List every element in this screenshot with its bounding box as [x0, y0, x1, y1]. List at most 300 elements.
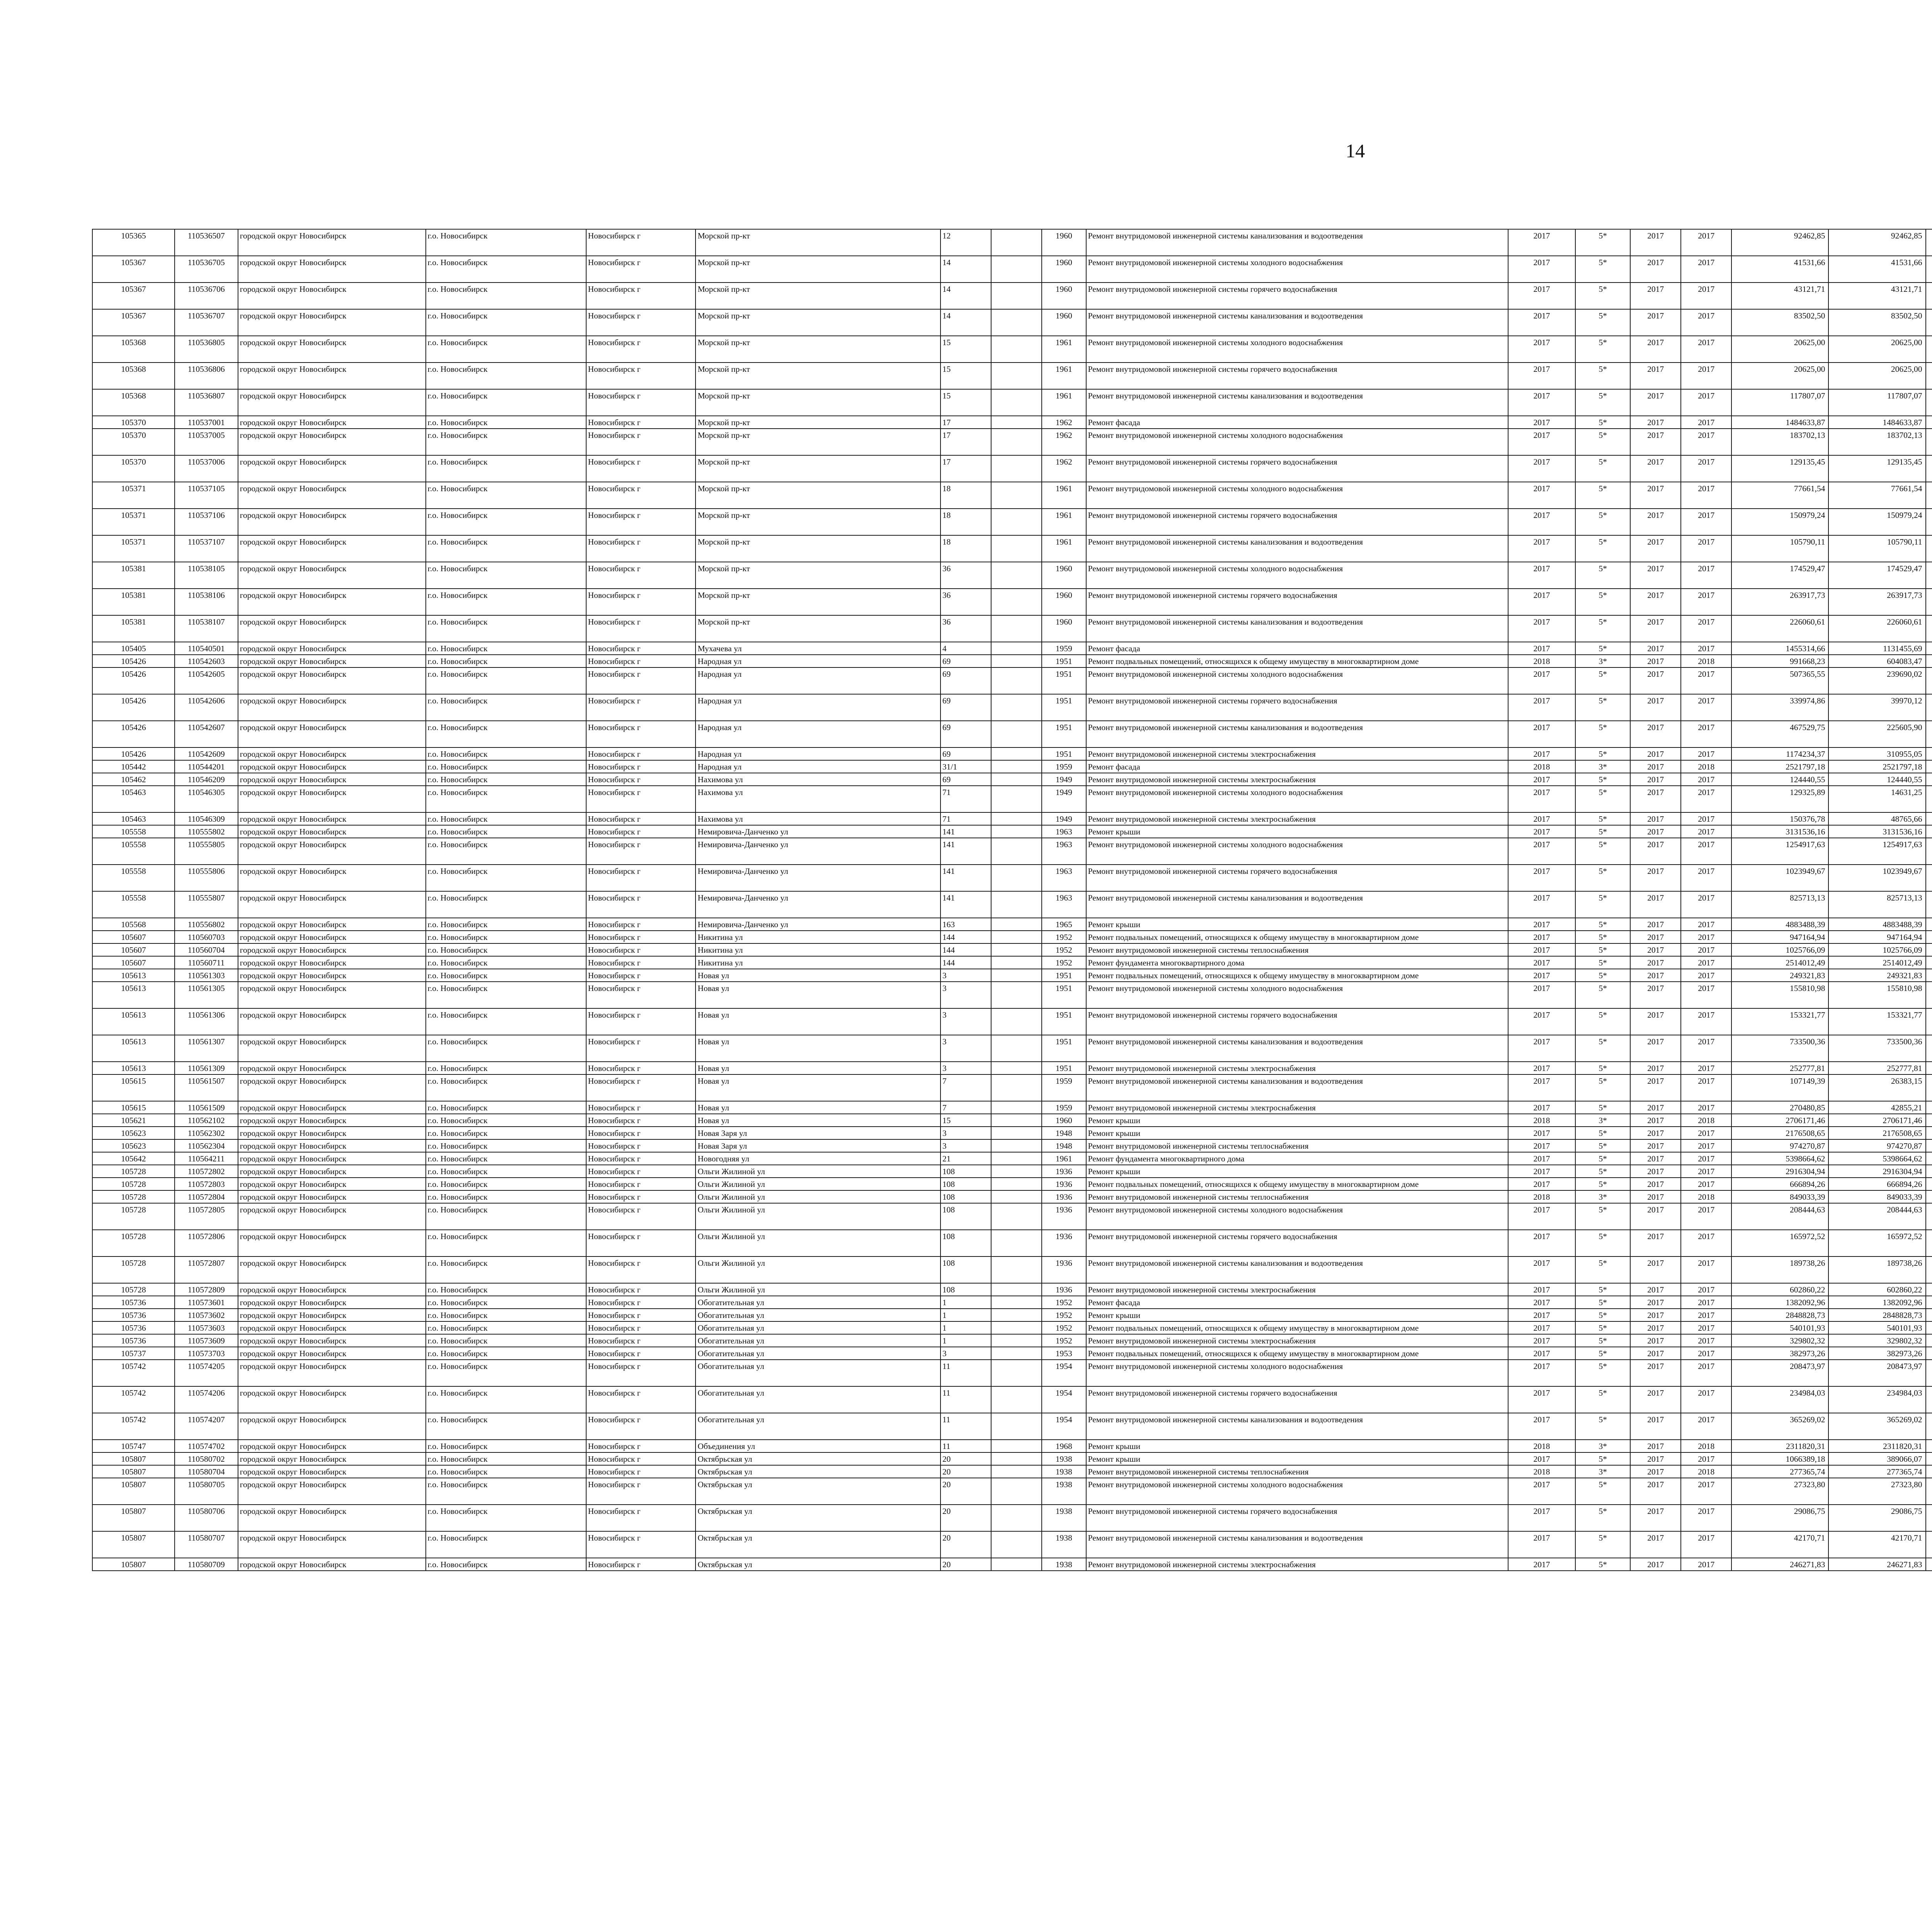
cell-street: Ольги Жилиной ул — [696, 1190, 940, 1203]
cell-building — [991, 642, 1042, 655]
cell-cost-fund: 117807,07 — [1828, 389, 1925, 416]
cell-cost-fund: 849033,39 — [1828, 1190, 1925, 1203]
cell-total-cost: 77661,54 — [1731, 482, 1828, 509]
cell-municipal-unit: г.о. Новосибирск — [426, 1283, 586, 1296]
cell-cost-1 — [1926, 918, 1932, 931]
cell-settlement: Новосибирск г — [586, 1114, 696, 1127]
cell-settlement: Новосибирск г — [586, 1230, 696, 1256]
cell-municipal-unit: г.о. Новосибирск — [426, 969, 586, 982]
cell-house-number: 11 — [940, 1440, 991, 1452]
cell-work-type: Ремонт внутридомовой инженерной системы холодного водоснабжения — [1086, 982, 1508, 1008]
cell-year-built: 1952 — [1042, 1296, 1086, 1309]
cell-settlement: Новосибирск г — [586, 229, 696, 256]
cell-municipal-unit: г.о. Новосибирск — [426, 535, 586, 562]
cell-start-year: 2017 — [1630, 1283, 1681, 1296]
cell-start-year: 2017 — [1630, 1360, 1681, 1386]
cell-work-type: Ремонт фундамента многоквартирного дома — [1086, 956, 1508, 969]
cell-total-cost: 3131536,16 — [1731, 825, 1828, 838]
cell-building — [991, 773, 1042, 786]
cell-priority: 3* — [1575, 760, 1630, 773]
cell-municipal-unit: г.о. Новосибирск — [426, 256, 586, 283]
cell-plan-year: 2018 — [1508, 1114, 1576, 1127]
cell-work-id: 110561307 — [175, 1035, 238, 1062]
cell-street: Обогатительная ул — [696, 1347, 940, 1360]
cell-priority: 5* — [1575, 1062, 1630, 1074]
cell-year-built: 1951 — [1042, 694, 1086, 721]
cell-cost-fund: 239690,02 — [1828, 667, 1925, 694]
cell-year-built: 1951 — [1042, 655, 1086, 667]
cell-work-id: 110544201 — [175, 760, 238, 773]
cell-end-year: 2018 — [1681, 1114, 1731, 1127]
cell-start-year: 2017 — [1630, 773, 1681, 786]
cell-work-type: Ремонт крыши — [1086, 1309, 1508, 1321]
cell-year-built: 1951 — [1042, 721, 1086, 747]
cell-cost-1 — [1926, 1190, 1932, 1203]
cell-building — [991, 455, 1042, 482]
cell-building — [991, 429, 1042, 455]
cell-cost-fund: 540101,93 — [1828, 1321, 1925, 1334]
cell-municipal-unit: г.о. Новосибирск — [426, 1165, 586, 1178]
cell-house-number: 3 — [940, 1127, 991, 1139]
cell-plan-year: 2017 — [1508, 535, 1576, 562]
table-row — [92, 336, 1932, 363]
cell-house-number: 11 — [940, 1413, 991, 1440]
cell-work-type: Ремонт внутридомовой инженерной системы канализования и водоотведения — [1086, 1413, 1508, 1440]
cell-house-id: 105742 — [92, 1413, 175, 1440]
table-row — [92, 1114, 1932, 1127]
cell-total-cost: 117807,07 — [1731, 389, 1828, 416]
cell-start-year: 2017 — [1630, 786, 1681, 812]
cell-work-type: Ремонт крыши — [1086, 1165, 1508, 1178]
cell-priority: 3* — [1575, 1190, 1630, 1203]
cell-municipal-district: городской округ Новосибирск — [238, 562, 426, 589]
cell-cost-fund: 20625,00 — [1828, 336, 1925, 363]
cell-building — [991, 918, 1042, 931]
cell-cost-1 — [1926, 363, 1932, 389]
cell-house-id: 105736 — [92, 1309, 175, 1321]
cell-year-built: 1951 — [1042, 1062, 1086, 1074]
cell-street: Новая Заря ул — [696, 1127, 940, 1139]
cell-year-built: 1949 — [1042, 812, 1086, 825]
cell-year-built: 1952 — [1042, 1309, 1086, 1321]
cell-year-built: 1954 — [1042, 1386, 1086, 1413]
cell-municipal-district: городской округ Новосибирск — [238, 865, 426, 891]
cell-settlement: Новосибирск г — [586, 1035, 696, 1062]
cell-total-cost: 733500,36 — [1731, 1035, 1828, 1062]
cell-start-year: 2017 — [1630, 1190, 1681, 1203]
cell-house-number: 7 — [940, 1074, 991, 1101]
cell-street: Морской пр-кт — [696, 535, 940, 562]
cell-year-built: 1953 — [1042, 1347, 1086, 1360]
table-row — [92, 562, 1932, 589]
cell-street: Народная ул — [696, 694, 940, 721]
cell-plan-year: 2017 — [1508, 1178, 1576, 1190]
cell-priority: 5* — [1575, 535, 1630, 562]
cell-house-id: 105621 — [92, 1114, 175, 1127]
cell-work-type: Ремонт крыши — [1086, 1440, 1508, 1452]
cell-building — [991, 747, 1042, 760]
cell-year-built: 1961 — [1042, 482, 1086, 509]
cell-start-year: 2017 — [1630, 931, 1681, 943]
cell-work-type: Ремонт крыши — [1086, 1114, 1508, 1127]
cell-settlement: Новосибирск г — [586, 509, 696, 535]
cell-cost-1 — [1926, 982, 1932, 1008]
cell-work-type: Ремонт внутридомовой инженерной системы горячего водоснабжения — [1086, 509, 1508, 535]
cell-start-year: 2017 — [1630, 956, 1681, 969]
cell-year-built: 1954 — [1042, 1413, 1086, 1440]
cell-year-built: 1948 — [1042, 1127, 1086, 1139]
cell-cost-fund: 3131536,16 — [1828, 825, 1925, 838]
cell-cost-fund: 365269,02 — [1828, 1413, 1925, 1440]
cell-house-number: 69 — [940, 655, 991, 667]
cell-municipal-unit: г.о. Новосибирск — [426, 838, 586, 865]
cell-total-cost: 246271,83 — [1731, 1558, 1828, 1571]
cell-cost-fund: 27323,80 — [1828, 1478, 1925, 1505]
cell-cost-1 — [1926, 1531, 1932, 1558]
cell-street: Немировича-Данченко ул — [696, 838, 940, 865]
cell-end-year: 2017 — [1681, 1203, 1731, 1230]
table-row — [92, 1296, 1932, 1309]
cell-cost-1 — [1926, 509, 1932, 535]
cell-priority: 5* — [1575, 1386, 1630, 1413]
table-row — [92, 1505, 1932, 1531]
cell-work-type: Ремонт внутридомовой инженерной системы канализования и водоотведения — [1086, 309, 1508, 336]
cell-priority: 5* — [1575, 1101, 1630, 1114]
cell-house-number: 108 — [940, 1203, 991, 1230]
cell-work-id: 110562304 — [175, 1139, 238, 1152]
table-row — [92, 1139, 1932, 1152]
cell-house-number: 20 — [940, 1478, 991, 1505]
table-row — [92, 891, 1932, 918]
cell-cost-fund: 1382092,96 — [1828, 1296, 1925, 1309]
cell-plan-year: 2017 — [1508, 615, 1576, 642]
cell-street: Морской пр-кт — [696, 455, 940, 482]
cell-house-number: 31/1 — [940, 760, 991, 773]
cell-cost-fund: 329802,32 — [1828, 1334, 1925, 1347]
cell-total-cost: 2311820,31 — [1731, 1440, 1828, 1452]
cell-cost-1 — [1926, 389, 1932, 416]
cell-year-built: 1948 — [1042, 1139, 1086, 1152]
cell-start-year: 2017 — [1630, 667, 1681, 694]
cell-work-id: 110572806 — [175, 1230, 238, 1256]
cell-work-id: 110542606 — [175, 694, 238, 721]
cell-municipal-unit: г.о. Новосибирск — [426, 1152, 586, 1165]
cell-priority: 5* — [1575, 1203, 1630, 1230]
cell-house-id: 105426 — [92, 667, 175, 694]
cell-start-year: 2017 — [1630, 1321, 1681, 1334]
cell-cost-fund: 389066,07 — [1828, 1452, 1925, 1465]
cell-street: Октябрьская ул — [696, 1558, 940, 1571]
cell-cost-1 — [1926, 1165, 1932, 1178]
cell-work-id: 110538107 — [175, 615, 238, 642]
table-row — [92, 1386, 1932, 1413]
cell-priority: 5* — [1575, 1152, 1630, 1165]
cell-house-number: 18 — [940, 509, 991, 535]
cell-municipal-unit: г.о. Новосибирск — [426, 615, 586, 642]
cell-start-year: 2017 — [1630, 1152, 1681, 1165]
cell-start-year: 2017 — [1630, 1101, 1681, 1114]
cell-work-type: Ремонт внутридомовой инженерной системы электроснабжения — [1086, 1101, 1508, 1114]
cell-plan-year: 2017 — [1508, 1296, 1576, 1309]
cell-end-year: 2017 — [1681, 1283, 1731, 1296]
cell-start-year: 2017 — [1630, 1074, 1681, 1101]
cell-plan-year: 2017 — [1508, 786, 1576, 812]
cell-street: Народная ул — [696, 655, 940, 667]
cell-settlement: Новосибирск г — [586, 918, 696, 931]
table-row — [92, 982, 1932, 1008]
cell-building — [991, 336, 1042, 363]
cell-cost-1 — [1926, 931, 1932, 943]
cell-total-cost: 29086,75 — [1731, 1505, 1828, 1531]
cell-start-year: 2017 — [1630, 642, 1681, 655]
cell-priority: 5* — [1575, 1309, 1630, 1321]
cell-end-year: 2017 — [1681, 1334, 1731, 1347]
cell-municipal-unit: г.о. Новосибирск — [426, 283, 586, 309]
cell-municipal-unit: г.о. Новосибирск — [426, 1452, 586, 1465]
cell-year-built: 1936 — [1042, 1178, 1086, 1190]
cell-municipal-unit: г.о. Новосибирск — [426, 229, 586, 256]
cell-total-cost: 20625,00 — [1731, 336, 1828, 363]
cell-street: Народная ул — [696, 721, 940, 747]
cell-municipal-district: городской округ Новосибирск — [238, 1101, 426, 1114]
cell-work-id: 110561306 — [175, 1008, 238, 1035]
cell-municipal-unit: г.о. Новосибирск — [426, 918, 586, 931]
table-row — [92, 1008, 1932, 1035]
cell-priority: 5* — [1575, 812, 1630, 825]
cell-year-built: 1959 — [1042, 1074, 1086, 1101]
cell-end-year: 2017 — [1681, 1062, 1731, 1074]
cell-work-type: Ремонт крыши — [1086, 918, 1508, 931]
cell-start-year: 2017 — [1630, 694, 1681, 721]
cell-building — [991, 1440, 1042, 1452]
cell-cost-fund: 1025766,09 — [1828, 943, 1925, 956]
cell-year-built: 1960 — [1042, 562, 1086, 589]
cell-house-id: 105367 — [92, 256, 175, 283]
cell-municipal-district: городской округ Новосибирск — [238, 1114, 426, 1127]
table-row — [92, 1413, 1932, 1440]
cell-street: Немировича-Данченко ул — [696, 825, 940, 838]
cell-plan-year: 2017 — [1508, 1127, 1576, 1139]
cell-work-type: Ремонт внутридомовой инженерной системы холодного водоснабжения — [1086, 562, 1508, 589]
cell-building — [991, 229, 1042, 256]
cell-settlement: Новосибирск г — [586, 1360, 696, 1386]
table-row — [92, 455, 1932, 482]
cell-municipal-district: городской округ Новосибирск — [238, 694, 426, 721]
cell-start-year: 2017 — [1630, 655, 1681, 667]
cell-cost-1 — [1926, 1283, 1932, 1296]
cell-municipal-unit: г.о. Новосибирск — [426, 1505, 586, 1531]
cell-work-type: Ремонт внутридомовой инженерной системы канализования и водоотведения — [1086, 721, 1508, 747]
cell-settlement: Новосибирск г — [586, 482, 696, 509]
cell-start-year: 2017 — [1630, 1230, 1681, 1256]
cell-priority: 3* — [1575, 1440, 1630, 1452]
cell-street: Морской пр-кт — [696, 509, 940, 535]
cell-end-year: 2017 — [1681, 1178, 1731, 1190]
cell-house-id: 105463 — [92, 786, 175, 812]
cell-cost-1 — [1926, 773, 1932, 786]
cell-plan-year: 2017 — [1508, 773, 1576, 786]
cell-work-type: Ремонт подвальных помещений, относящихся к общему имуществу в многоквартирном доме — [1086, 1178, 1508, 1190]
cell-settlement: Новосибирск г — [586, 891, 696, 918]
cell-municipal-district: городской округ Новосибирск — [238, 667, 426, 694]
cell-total-cost: 42170,71 — [1731, 1531, 1828, 1558]
table-row — [92, 1230, 1932, 1256]
cell-plan-year: 2017 — [1508, 455, 1576, 482]
cell-house-number: 108 — [940, 1230, 991, 1256]
cell-house-number: 36 — [940, 615, 991, 642]
cell-settlement: Новосибирск г — [586, 694, 696, 721]
cell-work-id: 110537006 — [175, 455, 238, 482]
cell-cost-fund: 150979,24 — [1828, 509, 1925, 535]
table-row — [92, 1035, 1932, 1062]
table-row — [92, 969, 1932, 982]
cell-work-id: 110573602 — [175, 1309, 238, 1321]
cell-street: Обогатительная ул — [696, 1360, 940, 1386]
table-row — [92, 760, 1932, 773]
cell-building — [991, 1360, 1042, 1386]
cell-house-id: 105613 — [92, 969, 175, 982]
cell-building — [991, 1309, 1042, 1321]
cell-settlement: Новосибирск г — [586, 865, 696, 891]
cell-cost-fund: 733500,36 — [1828, 1035, 1925, 1062]
cell-plan-year: 2017 — [1508, 336, 1576, 363]
cell-end-year: 2018 — [1681, 760, 1731, 773]
cell-cost-1 — [1926, 1478, 1932, 1505]
cell-plan-year: 2017 — [1508, 363, 1576, 389]
cell-work-id: 110542609 — [175, 747, 238, 760]
cell-year-built: 1951 — [1042, 1035, 1086, 1062]
cell-cost-1 — [1926, 956, 1932, 969]
cell-cost-1 — [1926, 1334, 1932, 1347]
cell-start-year: 2017 — [1630, 747, 1681, 760]
cell-work-type: Ремонт внутридомовой инженерной системы электроснабжения — [1086, 1558, 1508, 1571]
cell-year-built: 1960 — [1042, 229, 1086, 256]
cell-year-built: 1963 — [1042, 865, 1086, 891]
cell-settlement: Новосибирск г — [586, 760, 696, 773]
cell-work-type: Ремонт фасада — [1086, 416, 1508, 429]
cell-start-year: 2017 — [1630, 943, 1681, 956]
cell-priority: 5* — [1575, 891, 1630, 918]
cell-settlement: Новосибирск г — [586, 1152, 696, 1165]
cell-year-built: 1960 — [1042, 309, 1086, 336]
cell-plan-year: 2018 — [1508, 1190, 1576, 1203]
cell-house-id: 105728 — [92, 1256, 175, 1283]
cell-house-id: 105728 — [92, 1283, 175, 1296]
cell-settlement: Новосибирск г — [586, 1334, 696, 1347]
cell-municipal-unit: г.о. Новосибирск — [426, 1531, 586, 1558]
cell-plan-year: 2017 — [1508, 1101, 1576, 1114]
cell-house-id: 105558 — [92, 838, 175, 865]
cell-work-id: 110555807 — [175, 891, 238, 918]
cell-house-id: 105367 — [92, 309, 175, 336]
cell-priority: 5* — [1575, 455, 1630, 482]
cell-cost-fund: 105790,11 — [1828, 535, 1925, 562]
cell-street: Морской пр-кт — [696, 416, 940, 429]
cell-house-id: 105613 — [92, 1035, 175, 1062]
cell-total-cost: 92462,85 — [1731, 229, 1828, 256]
cell-building — [991, 1127, 1042, 1139]
cell-building — [991, 1152, 1042, 1165]
cell-total-cost: 1066389,18 — [1731, 1452, 1828, 1465]
cell-house-id: 105623 — [92, 1139, 175, 1152]
cell-end-year: 2017 — [1681, 865, 1731, 891]
cell-priority: 5* — [1575, 1178, 1630, 1190]
table-row — [92, 1558, 1932, 1571]
cell-building — [991, 1074, 1042, 1101]
table-row — [92, 838, 1932, 865]
cell-building — [991, 1296, 1042, 1309]
cell-year-built: 1952 — [1042, 943, 1086, 956]
cell-municipal-district: городской округ Новосибирск — [238, 1386, 426, 1413]
cell-work-type: Ремонт внутридомовой инженерной системы теплоснабжения — [1086, 943, 1508, 956]
cell-end-year: 2017 — [1681, 943, 1731, 956]
cell-start-year: 2017 — [1630, 1008, 1681, 1035]
cell-work-id: 110542605 — [175, 667, 238, 694]
cell-start-year: 2017 — [1630, 891, 1681, 918]
table-row — [92, 1062, 1932, 1074]
cell-priority: 5* — [1575, 1127, 1630, 1139]
cell-street: Нахимова ул — [696, 786, 940, 812]
cell-priority: 5* — [1575, 786, 1630, 812]
cell-building — [991, 760, 1042, 773]
cell-work-type: Ремонт внутридомовой инженерной системы канализования и водоотведения — [1086, 1035, 1508, 1062]
cell-settlement: Новосибирск г — [586, 309, 696, 336]
cell-total-cost: 382973,26 — [1731, 1347, 1828, 1360]
cell-plan-year: 2017 — [1508, 1531, 1576, 1558]
cell-municipal-unit: г.о. Новосибирск — [426, 482, 586, 509]
table-row — [92, 918, 1932, 931]
cell-cost-fund: 42855,21 — [1828, 1101, 1925, 1114]
cell-work-id: 110540501 — [175, 642, 238, 655]
cell-end-year: 2017 — [1681, 1478, 1731, 1505]
cell-building — [991, 1413, 1042, 1440]
cell-plan-year: 2017 — [1508, 982, 1576, 1008]
cell-cost-fund: 208444,63 — [1828, 1203, 1925, 1230]
cell-municipal-unit: г.о. Новосибирск — [426, 1309, 586, 1321]
cell-total-cost: 2514012,49 — [1731, 956, 1828, 969]
cell-municipal-district: городской округ Новосибирск — [238, 1360, 426, 1386]
cell-work-type: Ремонт подвальных помещений, относящихся к общему имуществу в многоквартирном доме — [1086, 931, 1508, 943]
cell-total-cost: 1484633,87 — [1731, 416, 1828, 429]
cell-municipal-unit: г.о. Новосибирск — [426, 1321, 586, 1334]
cell-building — [991, 535, 1042, 562]
cell-settlement: Новосибирск г — [586, 969, 696, 982]
cell-house-number: 17 — [940, 455, 991, 482]
cell-house-id: 105558 — [92, 865, 175, 891]
cell-priority: 5* — [1575, 931, 1630, 943]
cell-work-id: 110573603 — [175, 1321, 238, 1334]
cell-year-built: 1938 — [1042, 1558, 1086, 1571]
cell-work-id: 110561507 — [175, 1074, 238, 1101]
cell-year-built: 1951 — [1042, 969, 1086, 982]
cell-house-id: 105558 — [92, 891, 175, 918]
cell-start-year: 2017 — [1630, 429, 1681, 455]
cell-cost-1 — [1926, 943, 1932, 956]
cell-plan-year: 2017 — [1508, 1008, 1576, 1035]
cell-municipal-district: городской округ Новосибирск — [238, 1505, 426, 1531]
cell-house-number: 1 — [940, 1321, 991, 1334]
cell-settlement: Новосибирск г — [586, 256, 696, 283]
cell-cost-fund: 183702,13 — [1828, 429, 1925, 455]
cell-cost-fund: 1023949,67 — [1828, 865, 1925, 891]
cell-municipal-district: городской округ Новосибирск — [238, 309, 426, 336]
cell-priority: 5* — [1575, 229, 1630, 256]
cell-cost-fund: 48765,66 — [1828, 812, 1925, 825]
cell-cost-1 — [1926, 1321, 1932, 1334]
cell-street: Новая ул — [696, 1062, 940, 1074]
cell-building — [991, 509, 1042, 535]
cell-municipal-unit: г.о. Новосибирск — [426, 825, 586, 838]
